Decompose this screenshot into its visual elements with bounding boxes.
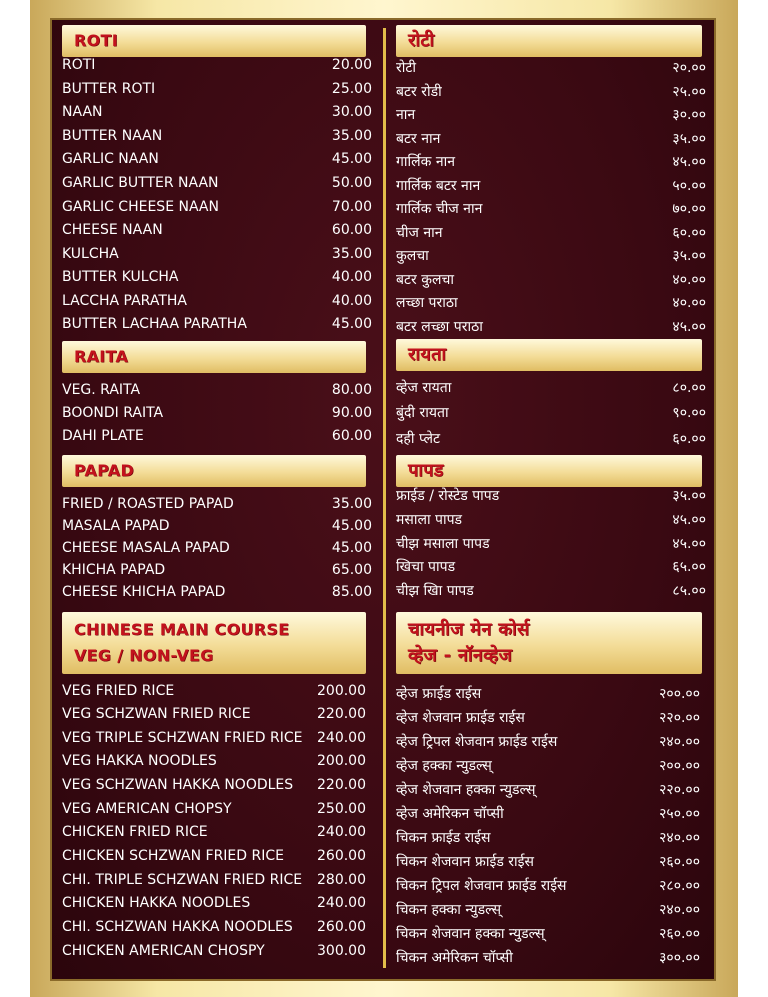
item-name: चिकन हक्का न्युडल्स् xyxy=(396,902,502,918)
item-name: VEG FRIED RICE xyxy=(62,683,175,699)
item-price: 45.00 xyxy=(331,151,372,167)
item-price: ३०.०० xyxy=(672,107,706,123)
menu-item xyxy=(62,493,372,515)
chinese-header-mr xyxy=(396,612,702,674)
menu-item xyxy=(62,821,366,843)
item-name: चीझ मसाला पापड xyxy=(396,536,490,552)
papad-title-en: PAPAD xyxy=(74,461,135,480)
item-price: 40.00 xyxy=(331,269,372,285)
column-divider xyxy=(383,28,386,968)
menu-item xyxy=(396,128,706,150)
item-name: रोटी xyxy=(396,60,417,76)
item-name: चीज नान xyxy=(396,225,443,241)
item-price: २५.०० xyxy=(672,84,706,100)
menu-item xyxy=(62,940,366,962)
menu-item xyxy=(396,402,706,424)
item-price: ५०.०० xyxy=(672,178,706,194)
menu-item xyxy=(62,727,366,749)
item-name: व्हेज रायता xyxy=(396,380,452,396)
chinese-title-mr: व्हेज - नॉनव्हेज xyxy=(408,645,513,666)
menu-item xyxy=(62,537,372,559)
item-price: ३५.०० xyxy=(672,248,706,264)
item-name: बटर रोडी xyxy=(396,84,442,100)
raita-header-en xyxy=(62,341,366,373)
item-price: 260.00 xyxy=(317,919,366,935)
item-name: व्हेज हक्का न्युडल्स् xyxy=(396,758,492,774)
item-name: मसाला पापड xyxy=(396,512,463,528)
item-price: 25.00 xyxy=(331,81,372,97)
menu-item xyxy=(396,377,706,399)
menu-item xyxy=(396,292,706,314)
item-price: 70.00 xyxy=(331,199,372,215)
item-price: 35.00 xyxy=(331,496,372,512)
menu-item xyxy=(62,313,372,335)
roti-title-en: ROTI xyxy=(74,31,118,50)
menu-item xyxy=(62,379,372,401)
item-name: बुंदी रायता xyxy=(396,405,449,421)
menu-item xyxy=(396,316,706,338)
item-name: खिचा पापड xyxy=(396,559,456,575)
item-price: 200.00 xyxy=(317,683,366,699)
item-price: २४०.०० xyxy=(659,902,700,918)
roti-header-en xyxy=(62,25,366,57)
item-name: फ्राईड / रोस्टेड पापड xyxy=(396,488,500,504)
menu-item xyxy=(396,104,706,126)
item-name: VEG. RAITA xyxy=(62,382,141,398)
item-name: बटर कुलचा xyxy=(396,272,454,288)
item-name: ROTI xyxy=(62,57,96,73)
item-price: २२०.०० xyxy=(659,710,700,726)
roti-title-mr: रोटी xyxy=(408,30,435,51)
item-name: गार्लिक बटर नान xyxy=(396,178,481,194)
item-price: 45.00 xyxy=(331,518,372,534)
item-price: ८०.०० xyxy=(672,380,706,396)
menu-item xyxy=(396,707,700,729)
item-price: 220.00 xyxy=(317,706,366,722)
item-price: ४५.०० xyxy=(672,512,706,528)
menu-item xyxy=(62,869,366,891)
item-price: 60.00 xyxy=(331,222,372,238)
item-price: ६०.०० xyxy=(672,225,706,241)
item-name: VEG TRIPLE SCHZWAN FRIED RICE xyxy=(62,730,303,746)
menu-item xyxy=(396,923,700,945)
menu-item xyxy=(62,425,372,447)
menu-item xyxy=(396,683,700,705)
papad-title-mr: पापड xyxy=(408,460,444,481)
item-price: 240.00 xyxy=(317,824,366,840)
chinese-title-en: VEG / NON-VEG xyxy=(74,646,214,665)
menu-item xyxy=(62,148,372,170)
item-price: ९०.०० xyxy=(672,405,706,421)
item-price: 45.00 xyxy=(331,540,372,556)
item-price: 50.00 xyxy=(331,175,372,191)
menu-item xyxy=(62,774,366,796)
item-name: VEG AMERICAN CHOPSY xyxy=(62,801,232,817)
item-price: २४०.०० xyxy=(659,734,700,750)
item-price: 80.00 xyxy=(331,382,372,398)
item-name: GARLIC NAAN xyxy=(62,151,159,167)
menu-item xyxy=(62,219,372,241)
item-name: व्हेज ट्रिपल शेजवान फ्राईड राईस xyxy=(396,734,558,750)
item-price: ३००.०० xyxy=(659,950,700,966)
papad-header-mr xyxy=(396,455,702,487)
item-name: दही प्लेट xyxy=(396,431,441,447)
item-name: KHICHA PAPAD xyxy=(62,562,166,578)
item-name: DAHI PLATE xyxy=(62,428,144,444)
menu-item xyxy=(62,402,372,424)
item-name: BOONDI RAITA xyxy=(62,405,164,421)
item-price: ८५.०० xyxy=(672,583,706,599)
menu-item xyxy=(396,269,706,291)
item-price: 35.00 xyxy=(331,246,372,262)
menu-item xyxy=(62,243,372,265)
item-name: KULCHA xyxy=(62,246,119,262)
item-name: GARLIC CHEESE NAAN xyxy=(62,199,219,215)
menu-item xyxy=(62,290,372,312)
menu-item xyxy=(396,580,706,602)
menu-item xyxy=(62,515,372,537)
item-price: ४५.०० xyxy=(672,154,706,170)
menu-item xyxy=(396,57,706,79)
papad-header-en xyxy=(62,455,366,487)
menu-item xyxy=(62,798,366,820)
item-price: २००.०० xyxy=(659,686,700,702)
item-price: ४०.०० xyxy=(672,295,706,311)
menu-item xyxy=(396,779,700,801)
item-name: CHI. TRIPLE SCHZWAN FRIED RICE xyxy=(62,872,303,888)
menu-item xyxy=(396,533,706,555)
item-name: बटर लच्छा पराठा xyxy=(396,319,483,335)
menu-item xyxy=(396,198,706,220)
item-name: व्हेज फ्राईड राईस xyxy=(396,686,482,702)
item-name: CHICKEN HAKKA NOODLES xyxy=(62,895,251,911)
menu-item xyxy=(62,703,366,725)
item-name: व्हेज अमेरिकन चॉप्सी xyxy=(396,806,504,822)
item-name: BUTTER NAAN xyxy=(62,128,163,144)
item-name: CHEESE KHICHA PAPAD xyxy=(62,584,226,600)
item-price: २०.०० xyxy=(672,60,706,76)
item-name: चिकन शेजवान फ्राईड राईस xyxy=(396,854,534,870)
menu-item xyxy=(396,428,706,450)
item-name: LACCHA PARATHA xyxy=(62,293,187,309)
raita-title-mr: रायता xyxy=(408,344,447,365)
item-name: कुलचा xyxy=(396,248,429,264)
menu-item xyxy=(62,101,372,123)
menu-item xyxy=(396,222,706,244)
item-price: ४०.०० xyxy=(672,272,706,288)
item-name: BUTTER LACHAA PARATHA xyxy=(62,316,247,332)
menu-item xyxy=(396,175,706,197)
item-name: चिकन ट्रिपल शेजवान फ्राईड राईस xyxy=(396,878,567,894)
item-price: 30.00 xyxy=(331,104,372,120)
item-price: २५०.०० xyxy=(659,806,700,822)
raita-header-mr xyxy=(396,339,702,371)
item-name: CHI. SCHZWAN HAKKA NOODLES xyxy=(62,919,293,935)
item-price: २६०.०० xyxy=(659,854,700,870)
item-price: ३५.०० xyxy=(672,488,706,504)
raita-title-en: RAITA xyxy=(74,347,129,366)
item-name: BUTTER ROTI xyxy=(62,81,156,97)
item-name: BUTTER KULCHA xyxy=(62,269,179,285)
item-name: CHICKEN FRIED RICE xyxy=(62,824,208,840)
item-name: चिकन फ्राईड राईस xyxy=(396,830,491,846)
item-price: 40.00 xyxy=(331,293,372,309)
item-name: चीझ खिा पापड xyxy=(396,583,474,599)
item-price: 20.00 xyxy=(331,57,372,73)
menu-item xyxy=(396,875,700,897)
item-price: 65.00 xyxy=(331,562,372,578)
item-name: व्हेज शेजवान फ्राईड राईस xyxy=(396,710,525,726)
menu-item xyxy=(62,78,372,100)
item-price: 260.00 xyxy=(317,848,366,864)
item-price: 35.00 xyxy=(331,128,372,144)
menu-item xyxy=(62,125,372,147)
item-name: गार्लिक चीज नान xyxy=(396,201,483,217)
item-price: 240.00 xyxy=(317,730,366,746)
menu-item xyxy=(62,845,366,867)
item-price: 220.00 xyxy=(317,777,366,793)
menu-item xyxy=(396,81,706,103)
item-name: चिकन शेजवान हक्का न्युडल्स् xyxy=(396,926,545,942)
chinese-title-en: CHINESE MAIN COURSE xyxy=(74,620,290,639)
item-price: 200.00 xyxy=(317,753,366,769)
item-name: CHICKEN AMERICAN CHOSPY xyxy=(62,943,265,959)
item-price: २६०.०० xyxy=(659,926,700,942)
menu-item xyxy=(396,803,700,825)
item-price: २४०.०० xyxy=(659,830,700,846)
item-name: व्हेज शेजवान हक्का न्युडल्स् xyxy=(396,782,536,798)
menu-item xyxy=(396,755,700,777)
menu-item xyxy=(62,172,372,194)
item-price: 300.00 xyxy=(317,943,366,959)
menu-item xyxy=(396,485,706,507)
item-price: 45.00 xyxy=(331,316,372,332)
item-name: CHEESE NAAN xyxy=(62,222,163,238)
item-name: नान xyxy=(396,107,416,123)
menu-item xyxy=(62,581,372,603)
chinese-header-en xyxy=(62,612,366,674)
menu-item xyxy=(62,196,372,218)
menu-item xyxy=(396,245,706,267)
item-name: चिकन अमेरिकन चॉप्सी xyxy=(396,950,513,966)
menu-item xyxy=(62,892,366,914)
item-price: ६०.०० xyxy=(672,431,706,447)
item-name: CHICKEN SCHZWAN FRIED RICE xyxy=(62,848,284,864)
item-price: २००.०० xyxy=(659,758,700,774)
menu-item xyxy=(396,151,706,173)
menu-item xyxy=(396,731,700,753)
menu-item xyxy=(396,556,706,578)
item-name: MASALA PAPAD xyxy=(62,518,170,534)
menu-item xyxy=(396,851,700,873)
menu-item xyxy=(396,509,706,531)
roti-header-mr xyxy=(396,25,702,57)
item-name: FRIED / ROASTED PAPAD xyxy=(62,496,234,512)
menu-item xyxy=(62,916,366,938)
item-name: GARLIC BUTTER NAAN xyxy=(62,175,219,191)
item-price: २८०.०० xyxy=(659,878,700,894)
item-name: VEG SCHZWAN HAKKA NOODLES xyxy=(62,777,294,793)
item-name: गार्लिक नान xyxy=(396,154,455,170)
item-name: लच्छा पराठा xyxy=(396,295,458,311)
menu-item xyxy=(62,559,372,581)
item-price: 280.00 xyxy=(317,872,366,888)
item-name: VEG HAKKA NOODLES xyxy=(62,753,217,769)
item-price: ४५.०० xyxy=(672,536,706,552)
menu-item xyxy=(62,266,372,288)
item-name: NAAN xyxy=(62,104,103,120)
item-price: 90.00 xyxy=(331,405,372,421)
item-price: 240.00 xyxy=(317,895,366,911)
item-price: 250.00 xyxy=(317,801,366,817)
item-price: 60.00 xyxy=(331,428,372,444)
menu-item xyxy=(396,947,700,969)
chinese-title-mr: चायनीज मेन कोर्स xyxy=(408,619,530,640)
menu-item xyxy=(62,54,372,76)
menu-item xyxy=(62,680,366,702)
item-price: ६५.०० xyxy=(672,559,706,575)
menu-item xyxy=(62,750,366,772)
item-name: CHEESE MASALA PAPAD xyxy=(62,540,230,556)
menu-item xyxy=(396,827,700,849)
item-name: VEG SCHZWAN FRIED RICE xyxy=(62,706,251,722)
item-name: बटर नान xyxy=(396,131,441,147)
item-price: ३५.०० xyxy=(672,131,706,147)
item-price: ४५.०० xyxy=(672,319,706,335)
item-price: ७०.०० xyxy=(672,201,706,217)
item-price: २२०.०० xyxy=(659,782,700,798)
menu-item xyxy=(396,899,700,921)
item-price: 85.00 xyxy=(331,584,372,600)
